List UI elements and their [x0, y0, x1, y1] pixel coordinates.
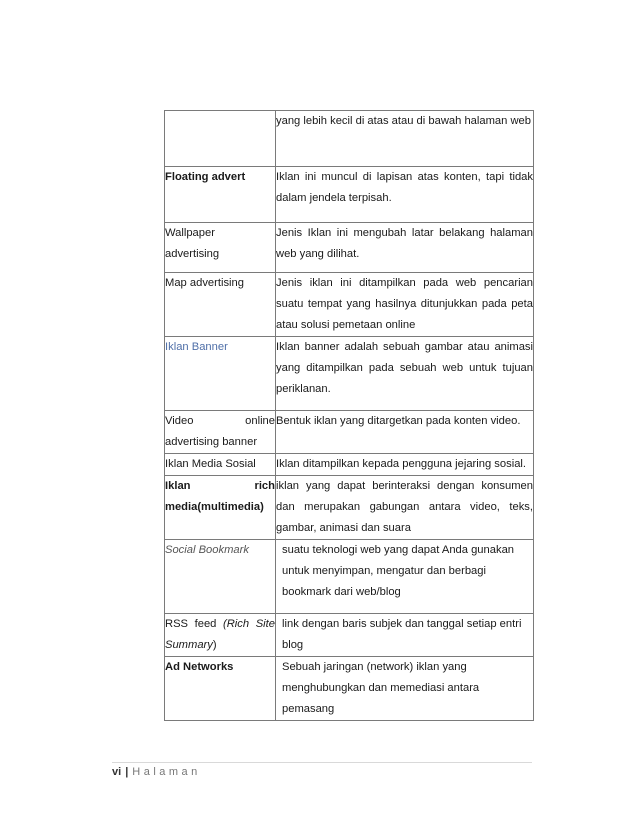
ad-type-cell	[165, 411, 276, 454]
ad-types-table	[164, 110, 534, 721]
ad-description-cell: Sebuah jaringan (network) iklan yang menghubungkan dan memediasi antara pemasang	[276, 657, 534, 721]
ad-type-cell: Map advertising	[165, 273, 276, 337]
table-row	[165, 223, 534, 273]
table-row	[165, 476, 534, 540]
ad-type-word: (Rich	[222, 618, 250, 630]
ad-type-line	[165, 635, 275, 656]
ad-description-cell: yang lebih kecil di atas atau di bawah halaman web	[276, 111, 534, 167]
ad-type-cell	[165, 223, 276, 273]
table-row	[165, 540, 534, 614]
table-row	[165, 273, 534, 337]
page-footer	[112, 766, 201, 778]
ad-type-line: Wallpaper	[165, 227, 215, 239]
ad-type-word: rich	[254, 480, 275, 492]
ad-description-cell: Jenis Iklan ini mengubah latar belakang halaman web yang dilihat.	[276, 223, 534, 273]
ad-type-cell	[165, 476, 276, 540]
ad-description-cell: suatu teknologi web yang dapat Anda gunakan untuk menyimpan, mengatur dan berbagi bookmark dari web/blog	[276, 540, 534, 614]
ad-type-word: RSS	[165, 618, 189, 630]
footer-rule	[112, 762, 532, 763]
ad-type-cell: Floating advert	[165, 167, 276, 223]
ad-type-word: Video	[165, 415, 194, 427]
ad-description-cell: iklan yang dapat berinteraksi dengan konsumen dan merupakan gabungan antara video, teks, gambar, animasi dan suara	[276, 476, 534, 540]
ad-type-line: advertising banner	[165, 436, 258, 448]
table-row	[165, 411, 534, 454]
ad-description-cell: link dengan baris subjek dan tanggal setiap entri blog	[276, 614, 534, 657]
ad-type-word: Iklan	[165, 480, 191, 492]
footer-label: Halaman	[132, 766, 201, 778]
ad-type-word: Site	[255, 618, 275, 630]
ad-type-cell: Ad Networks	[165, 657, 276, 721]
table-row	[165, 337, 534, 411]
ad-type-word: feed	[194, 618, 217, 630]
ad-description-cell: Bentuk iklan yang ditargetkan pada konten video.	[276, 411, 534, 454]
ad-description-cell: Iklan ditampilkan kepada pengguna jejaring sosial.	[276, 454, 534, 476]
ad-type-word: )	[212, 639, 217, 651]
ad-type-cell: Iklan Banner	[165, 337, 276, 411]
table-row	[165, 167, 534, 223]
page-number: vi	[112, 766, 122, 778]
ad-type-line: advertising	[165, 248, 220, 260]
ad-description-cell: Iklan ini muncul di lapisan atas konten, tapi tidak dalam jendela terpisah.	[276, 167, 534, 223]
ad-type-line	[165, 411, 275, 432]
table-row	[165, 111, 534, 167]
ad-type-cell: Social Bookmark	[165, 540, 276, 614]
ad-type-line	[165, 614, 275, 635]
footer-separator: |	[125, 766, 129, 778]
ad-description-cell: Jenis iklan ini ditampilkan pada web pencarian suatu tempat yang hasilnya ditunjukkan pada peta atau solusi pemetaan online	[276, 273, 534, 337]
ad-type-word: Summary	[165, 639, 213, 651]
ad-type-line	[165, 476, 275, 497]
table-row	[165, 454, 534, 476]
ad-type-cell	[165, 614, 276, 657]
ad-type-cell	[165, 111, 276, 167]
ad-description-cell: Iklan banner adalah sebuah gambar atau animasi yang ditampilkan pada sebuah web untuk tujuan periklanan.	[276, 337, 534, 411]
ad-type-cell: Iklan Media Sosial	[165, 454, 276, 476]
ad-type-word: online	[245, 415, 275, 427]
table-row	[165, 657, 534, 721]
ad-type-line: media(multimedia)	[165, 501, 264, 513]
table-row	[165, 614, 534, 657]
